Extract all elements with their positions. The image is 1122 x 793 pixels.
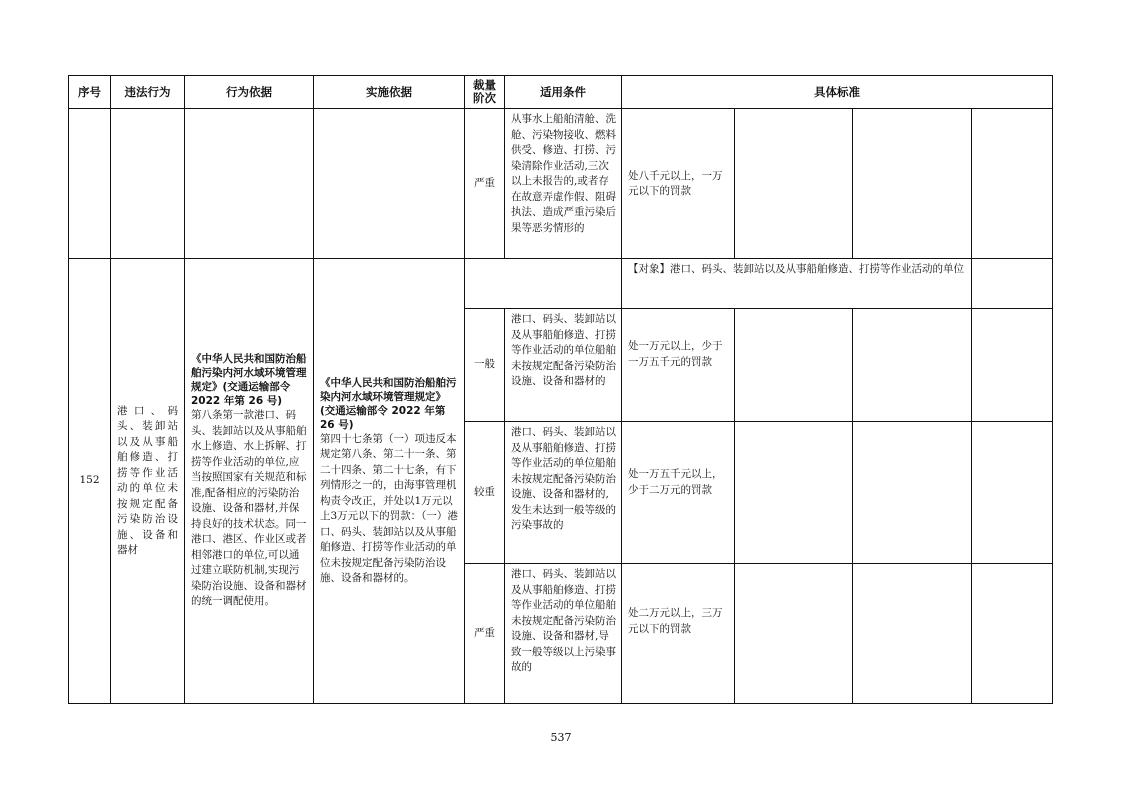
condition-cell: 港口、码头、装卸站以及从事船舶修造、打捞等作业活动的单位船舶未按规定配备污染防治设施、设备和器材的,发生未达到一般等级的污染事故的 bbox=[505, 422, 622, 564]
page-number: 537 bbox=[550, 731, 572, 744]
header-condition: 适用条件 bbox=[505, 76, 622, 109]
header-standard: 具体标准 bbox=[622, 76, 1053, 109]
implement-cell bbox=[314, 259, 465, 704]
implement-title: 《中华人民共和国防治船舶污染内河水域环境管理规定》(交通运输部令 2022 年第 26 号) bbox=[320, 376, 457, 431]
table-header-row bbox=[69, 76, 1053, 109]
level-cell: 严重 bbox=[465, 564, 505, 704]
basis-cell bbox=[185, 259, 314, 704]
standard-cell: 处八千元以上，一万元以下的罚款 bbox=[622, 109, 735, 259]
row-number: 152 bbox=[69, 259, 111, 704]
level-cell: 较重 bbox=[465, 422, 505, 564]
header-no: 序号 bbox=[69, 76, 111, 109]
implement-body: 第四十七条第（一）项违反本规定第八条、第二十一条、第二十四条、第二十七条，有下列情形之一的，由海事管理机构责令改正，并处以1万元以上3万元以下的罚款：（一）港口、码头、装卸站以及从事船舶修造、打捞等作业活动的单位未按规定配备污染防治设施、设备和器材的。 bbox=[320, 432, 458, 584]
condition-cell: 港口、码头、装卸站以及从事船舶修造、打捞等作业活动的单位船舶未按规定配备污染防治设施、设备和器材的 bbox=[505, 309, 622, 422]
level-cell: 严重 bbox=[465, 109, 505, 259]
standard-cell: 处二万元以上，三万元以下的罚款 bbox=[622, 564, 735, 704]
condition-cell: 港口、码头、装卸站以及从事船舶修造、打捞等作业活动的单位船舶未按规定配备污染防治设施、设备和器材,导致一般等级以上污染事故的 bbox=[505, 564, 622, 704]
condition-cell: 从事水上船舶清舱、洗舱、污染物接收、燃料供受、修造、打捞、污染清除作业活动,三次以上未报告的,或者存在故意弄虚作假、阻碍执法、造成严重污染后果等恶劣情形的 bbox=[505, 109, 622, 259]
header-violation: 违法行为 bbox=[111, 76, 185, 109]
penalty-table bbox=[68, 75, 1053, 704]
header-basis: 行为依据 bbox=[185, 76, 314, 109]
basis-body: 第八条第一款港口、码头、装卸站以及从事船舶水上修造、水上拆解、打捞等作业活动的单位,应当按照国家有关规范和标准,配备相应的污染防治设施、设备和器材,并保持良好的技术状态。同一港口、港区、作业区或者相邻港口的单位,可以通过建立联防机制,实现污染防治设施、设备和器材的统一调配使用。 bbox=[191, 409, 307, 608]
table-row bbox=[69, 259, 1053, 309]
standard-cell: 处一万五千元以上，少于二万元的罚款 bbox=[622, 422, 735, 564]
header-level: 裁量 阶次 bbox=[465, 76, 505, 109]
table-row bbox=[69, 109, 1053, 259]
standard-cell: 处一万元以上，少于一万五千元的罚款 bbox=[622, 309, 735, 422]
level-cell: 一般 bbox=[465, 309, 505, 422]
basis-title: 《中华人民共和国防治船舶污染内河水域环境管理规定》(交通运输部令 2022 年第 26 号) bbox=[191, 353, 307, 408]
header-implement: 实施依据 bbox=[314, 76, 465, 109]
violation-cell: 港口、码头、装卸站以及从事船舶修造、打捞等作业活动的单位未按规定配备污染防治设施、设备和器材 bbox=[111, 259, 185, 704]
object-cell: 【对象】港口、码头、装卸站以及从事船舶修造、打捞等作业活动的单位 bbox=[622, 259, 972, 309]
